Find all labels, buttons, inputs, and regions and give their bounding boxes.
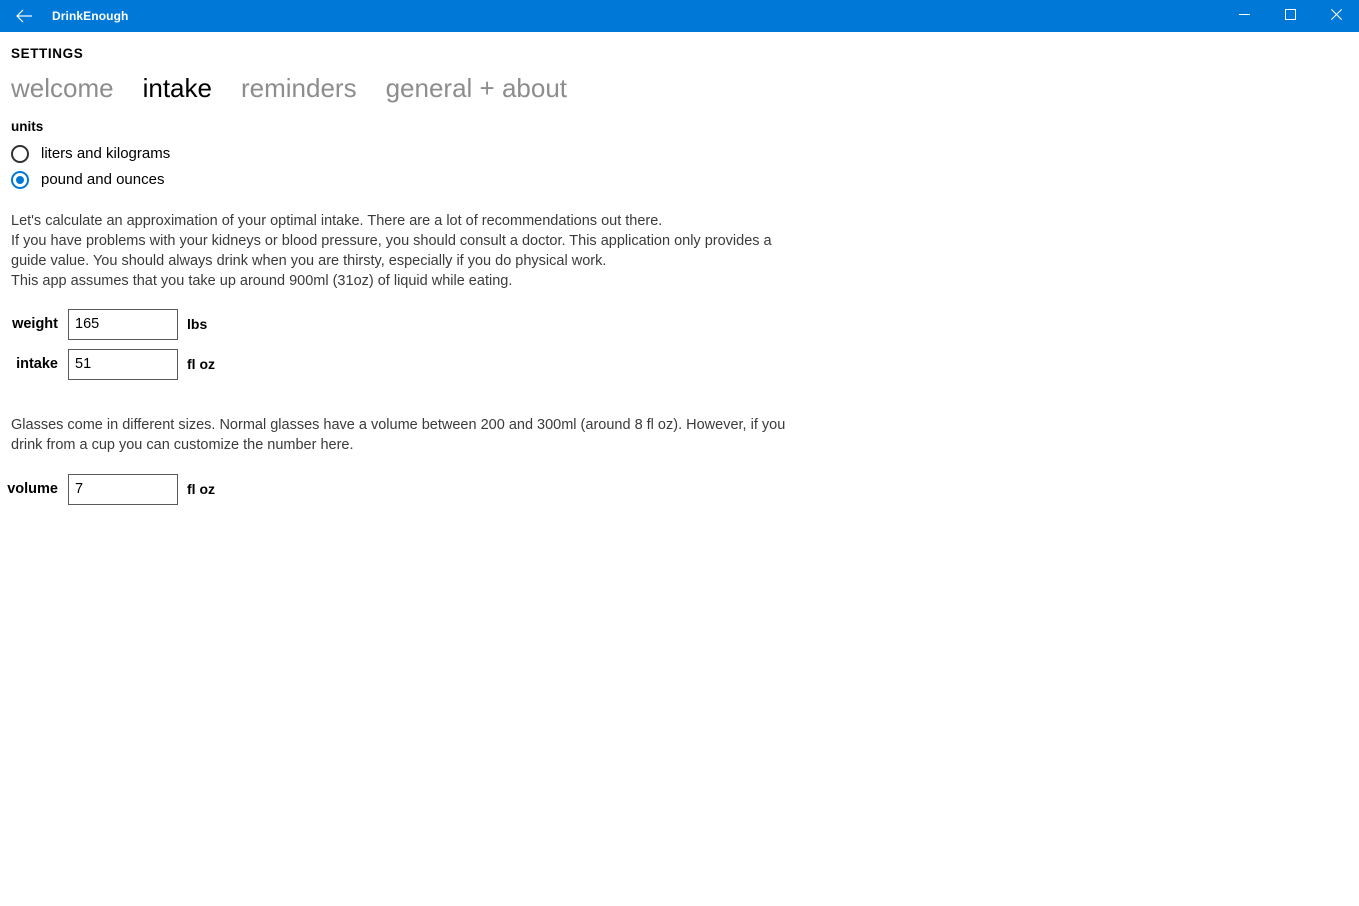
tab-reminders[interactable]: reminders [240, 73, 357, 103]
radio-unchecked-icon [11, 145, 29, 163]
volume-label: volume [7, 481, 58, 498]
page-title: SETTINGS [11, 46, 84, 61]
minimize-icon [1239, 7, 1250, 25]
back-arrow-icon [16, 9, 33, 23]
radio-checked-icon [11, 171, 29, 189]
pivot-header [0, 61, 1359, 103]
tab-welcome[interactable]: welcome [11, 73, 114, 103]
window-controls [1221, 0, 1359, 32]
units-radio-group [0, 134, 1359, 193]
weight-field-row [0, 309, 1359, 340]
maximize-icon [1285, 7, 1296, 25]
settings-page [0, 32, 1359, 505]
radio-liters-kilograms[interactable] [11, 141, 1359, 167]
glass-info-text [0, 389, 811, 455]
volume-fields [0, 455, 1359, 505]
intake-info-line-3: guide value. You should always drink when you are thirsty, especially if you do physical work. [11, 252, 607, 269]
intake-info-line-2: If you have problems with your kidneys or blood pressure, you should consult a doctor. This application only provides a [11, 232, 772, 249]
intake-info-line-1: Let's calculate an approximation of your optimal intake. There are a lot of recommendations out there. [11, 212, 663, 229]
minimize-button[interactable] [1221, 0, 1267, 32]
radio-pound-ounces[interactable] [11, 167, 1359, 193]
glass-info-line-2: drink from a cup you can customize the number here. [11, 436, 354, 453]
close-icon [1331, 7, 1342, 25]
volume-unit-label: fl oz [187, 481, 215, 498]
tab-intake[interactable]: intake [142, 73, 212, 103]
weight-unit-label: lbs [187, 316, 208, 333]
close-button[interactable] [1313, 0, 1359, 32]
units-section-label: units [11, 118, 44, 134]
intake-label: intake [16, 356, 58, 373]
intake-fields [0, 291, 1359, 380]
weight-input[interactable] [68, 309, 178, 340]
volume-field-row [0, 474, 1359, 505]
title-bar [0, 0, 1359, 32]
intake-info-text [0, 193, 811, 291]
back-button[interactable] [0, 0, 48, 32]
volume-input[interactable] [68, 474, 178, 505]
intake-info-line-4: This app assumes that you take up around 900ml (31oz) of liquid while eating. [11, 272, 513, 289]
weight-label: weight [12, 316, 58, 333]
intake-field-row [0, 349, 1359, 380]
maximize-button[interactable] [1267, 0, 1313, 32]
intake-unit-label: fl oz [187, 356, 215, 373]
glass-info-line-1: Glasses come in different sizes. Normal glasses have a volume between 200 and 300ml (around 8 fl oz). However, if you [11, 416, 786, 433]
radio-label-pound-ounces: pound and ounces [41, 171, 165, 189]
radio-label-liters-kilograms: liters and kilograms [41, 145, 171, 163]
tab-general-about[interactable]: general + about [385, 73, 568, 103]
app-title: DrinkEnough [52, 9, 129, 23]
intake-input[interactable] [68, 349, 178, 380]
